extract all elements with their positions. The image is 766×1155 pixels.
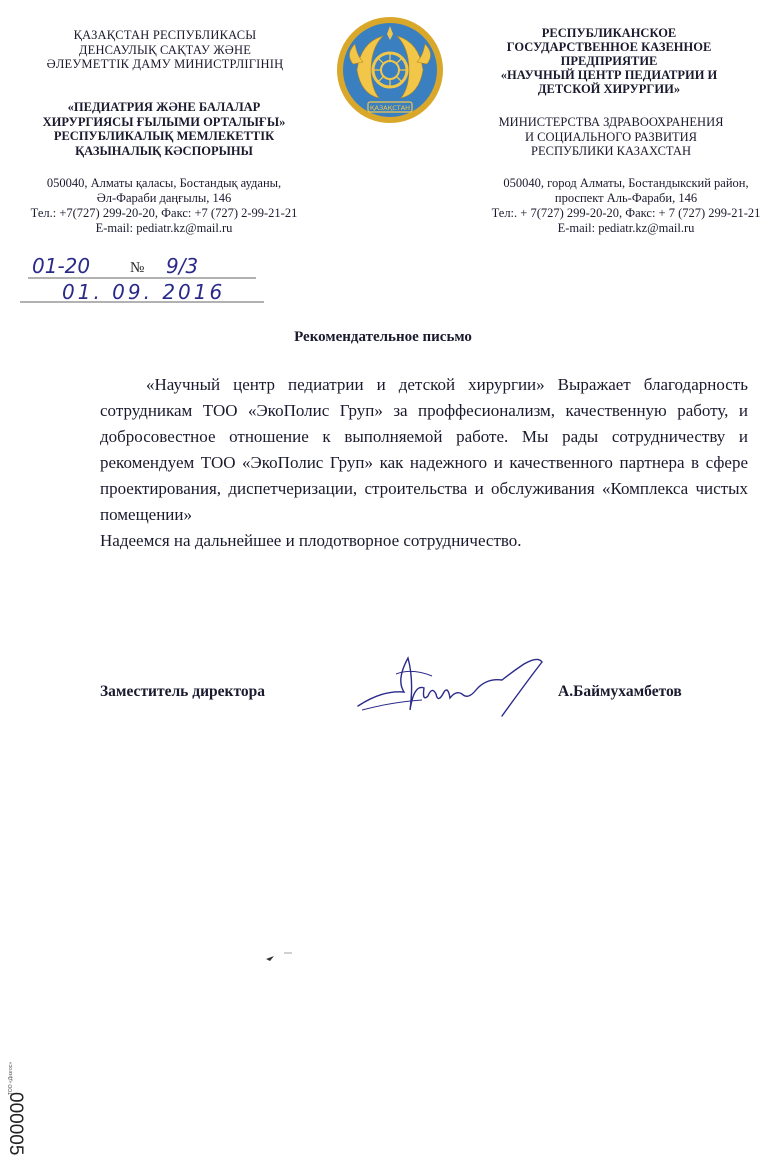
kz-org-line: ҚАЗЫНАЛЫҚ КӘСПОРЫНЫ	[75, 143, 253, 158]
ru-ministry-line: МИНИСТЕРСТВА ЗДРАВООХРАНЕНИЯ	[498, 115, 724, 129]
ru-address-block	[478, 176, 766, 236]
registration-ref: 01-20	[32, 254, 91, 278]
kz-address-line: 050040, Алматы қаласы, Бостандық ауданы,	[46, 176, 282, 190]
kz-address-block	[18, 176, 310, 236]
kz-org-line: РЕСПУБЛИКАЛЫҚ МЕМЛЕКЕТТІК	[53, 129, 275, 143]
emblem-label: ҚАЗАҚСТАН	[369, 104, 411, 112]
ru-org-line: «НАУЧНЫЙ ЦЕНТР ПЕДИАТРИИ И	[500, 68, 718, 82]
ru-org-line: РЕСПУБЛИКАНСКОЕ	[541, 26, 677, 40]
registration-block	[18, 252, 268, 312]
ru-org-line: ДЕТСКОЙ ХИРУРГИИ»	[537, 82, 681, 96]
letter-body	[100, 372, 748, 554]
mark-icon	[264, 951, 294, 963]
letter-paragraph: Надеемся на дальнейшее и плодотворное сотрудничество.	[100, 531, 522, 550]
ru-address-line: 050040, город Алматы, Бостандыкский район,	[503, 176, 749, 190]
letter-paragraph: «Научный центр педиатрии и детской хирургии» Выражает благодарность сотрудникам ТОО «ЭкоПолис Груп» за проффесионализм, качественную работу, и добросовестное отношение к выполняемой работе. Мы рады сотрудничеству и рекомендуем ТОО «ЭкоПолис Груп» как надежного и качественного партнера в сфере проектирования, диспетчеризации, строительства и обслуживания «Комплекса чистых помещении»	[100, 375, 748, 524]
ru-org-line: ГОСУДАРСТВЕННОЕ КАЗЕННОЕ	[506, 40, 712, 54]
ru-org-line: ПРЕДПРИЯТИЕ	[560, 54, 658, 68]
kz-org-name	[28, 100, 300, 158]
side-stamp-number: 000005	[5, 1092, 26, 1155]
ru-org-name	[478, 26, 740, 96]
ru-ministry-line: И СОЦИАЛЬНОГО РАЗВИТИЯ	[524, 129, 698, 144]
ru-email: E-mail: pediatr.kz@mail.ru	[557, 221, 695, 235]
ru-ministry-header	[488, 115, 734, 159]
kz-ministry-line: ҚАЗАҚСТАН РЕСПУБЛИКАСЫ	[73, 28, 257, 42]
kz-address-line: Тел.: +7(727) 299-20-20, Факс: +7 (727) 2-99-21-21	[30, 206, 298, 220]
letter-title: Рекомендательное письмо	[294, 329, 472, 345]
number-sign: №	[130, 260, 145, 276]
kz-ministry-line: ӘЛЕУМЕТТІК ДАМУ МИНИСТРЛІГІНІҢ	[46, 57, 284, 71]
signature-icon	[352, 650, 552, 730]
ru-address-line: проспект Аль-Фараби, 146	[554, 191, 698, 205]
kz-org-line: ХИРУРГИЯСЫ ҒЫЛЫМИ ОРТАЛЫҒЫ»	[42, 114, 286, 129]
kz-email: E-mail: pediatr.kz@mail.ru	[95, 221, 233, 235]
kz-address-line: Әл-Фараби даңғылы, 146	[96, 191, 232, 205]
side-stamp-label: ТОО «Дизгос»	[8, 1061, 14, 1095]
registration-date: 01. 09. 2016	[62, 280, 226, 304]
ru-ministry-line: РЕСПУБЛИКИ КАЗАХСТАН	[531, 144, 691, 158]
kz-ministry-line: ДЕНСАУЛЫҚ САҚТАУ ЖӘНЕ	[78, 42, 252, 57]
kz-ministry-header	[30, 28, 300, 72]
state-emblem	[335, 14, 445, 126]
handwritten-signature	[352, 650, 552, 730]
kz-org-line: «ПЕДИАТРИЯ ЖӘНЕ БАЛАЛАР	[67, 100, 261, 114]
stray-mark	[264, 950, 294, 962]
emblem-icon	[335, 14, 445, 126]
signatory-title: Заместитель директора	[100, 683, 265, 700]
signatory-name: А.Баймухамбетов	[558, 683, 682, 700]
registration-number: 9/3	[166, 254, 199, 278]
ru-address-line: Тел:. + 7(727) 299-20-20, Факс: + 7 (727) 299-21-21	[491, 206, 761, 220]
